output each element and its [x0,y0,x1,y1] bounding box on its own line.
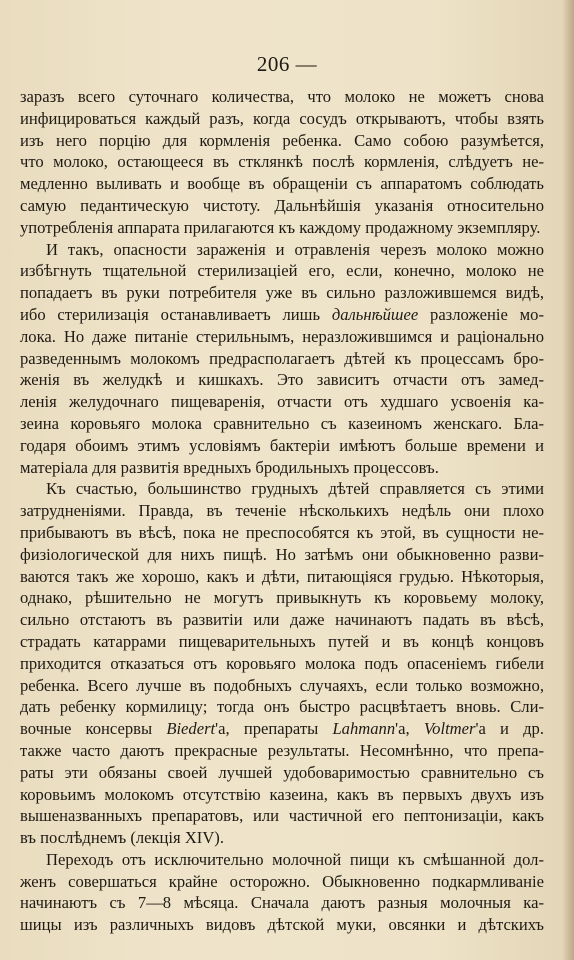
line-text: 'а и др. [475,719,544,739]
text-line [20,173,544,195]
line-text: что молоко, остающееся въ стклянкѣ послѣ кормленія, слѣдуетъ не- [20,152,544,172]
line-text: 'а, [395,719,424,739]
line-text: разложеніе мо- [418,304,544,324]
text-line [20,522,544,544]
body-text [20,86,544,936]
line-text: матеріала для развитія вредныхъ бродильныхъ процессовъ. [20,457,439,477]
text-line [20,304,544,326]
line-text: женъ совершаться крайне осторожно. Обыкновенно подкармливаніе [20,871,544,891]
line-text: заразъ всего суточнаго количества, что молоко не можетъ снова [20,87,544,106]
text-line [20,892,544,914]
text-line [20,762,544,784]
line-text: шицы изъ различныхъ видовъ дѣтской муки, овсянки и дѣтскихъ [20,915,544,935]
line-text: разведеннымъ молокомъ предрасполагаетъ дѣтей къ процессамъ бро- [20,348,544,368]
text-line [20,805,544,827]
text-line [20,631,544,653]
text-line [20,827,544,849]
text-line [20,718,544,740]
line-text: избѣгнуть тщательной стерилизаціей его, если, конечно, молоко не [20,261,544,281]
text-line [20,566,544,588]
line-text: попадаетъ въ руки потребителя уже въ сильно разложившемся видѣ, [20,283,544,303]
text-line [20,108,544,130]
text-line [20,413,544,435]
text-line [20,195,544,217]
text-line [20,151,544,173]
line-text: затрудненіями. Правда, въ теченіе нѣсколькихъ недѣль они плохо [20,501,544,521]
line-text: изъ него порцію для кормленія ребенка. Само собою разумѣется, [20,130,544,150]
page-number: 206 — [256,52,318,76]
text-line [20,696,544,718]
text-line [20,871,544,893]
text-line [20,914,544,936]
line-text: дать ребенку кормилицу; тогда онъ быстро расцвѣтаетъ вновь. Сли- [20,697,544,717]
line-text: вочные консервы [20,719,167,739]
text-line [20,675,544,697]
line-text: Переходъ отъ исключительно молочной пищи къ смѣшанной дол- [46,849,544,869]
text-line [20,369,544,391]
text-line [20,609,544,631]
text-line [20,740,544,762]
line-text: самую педантическую чистоту. Дальнѣйшія указанія относительно [20,195,544,215]
text-line [20,849,544,871]
line-text: физіологической для нихъ пищѣ. Но затѣмъ они обыкновенно разви- [20,544,544,564]
text-line [20,130,544,152]
line-text: И такъ, опасности зараженія и отравленія черезъ молоко можно [46,239,544,259]
text-line [20,282,544,304]
line-text: приходится отказаться отъ коровьяго молока подъ опасеніемъ гибели [20,653,544,673]
line-text: зеина коровьяго молока сравнительно съ казеиномъ женскаго. Бла- [20,413,544,433]
italic-text: Voltmer [423,719,476,739]
line-text: 'а, препараты [215,719,333,739]
text-line [20,457,544,479]
text-line [20,391,544,413]
text-line [20,435,544,457]
line-text: начинаютъ съ 7—8 мѣсяца. Сначала даютъ разныя молочныя ка- [20,893,544,913]
text-line [20,86,544,108]
line-text: прибываютъ въ вѣсѣ, пока не преспособятся къ этой, въ сущности не- [20,522,544,542]
line-text: женія въ желудкѣ и кишкахъ. Это зависитъ отчасти отъ замед- [20,370,544,390]
line-text: однако, рѣшительно не могутъ привыкнуть къ коровьему молоку, [20,588,544,608]
line-text: вышеназванныхъ препаратовъ, или частичной его пептонизаціи, какъ [20,806,544,826]
text-line [20,478,544,500]
text-line [20,544,544,566]
line-text: инфицироваться каждый разъ, когда сосудъ открываютъ, чтобы взять [20,108,544,128]
italic-text: дальнѣйшее [331,304,419,324]
line-text: ибо стерилизація останавливаетъ лишь [20,304,332,324]
italic-text: Lahmann [332,719,396,739]
text-line [20,500,544,522]
text-line [20,784,544,806]
line-text: лока. Но даже питаніе стерильнымъ, неразложившимся и раціонально [20,326,544,346]
line-text: ленія желудочнаго пищеваренія, отчасти отъ худшаго усвоенія ка- [20,392,544,412]
line-text: ваются такъ же хорошо, какъ и дѣти, питающіяся грудью. Нѣкоторыя, [20,566,544,586]
line-text: употребленія аппарата прилагаются къ каждому продажному экземпляру. [20,217,541,237]
text-line [20,587,544,609]
italic-text: Biedert [166,719,216,739]
line-text: также часто даютъ прекрасные результаты. Несомнѣнно, что препа- [20,740,544,760]
page-edge-shadow [562,0,574,960]
line-text: годаря обоимъ этимъ условіямъ бактеріи имѣютъ больше времени и [20,435,544,455]
line-text: въ послѣднемъ (лекція XIV). [20,828,224,848]
text-line [20,326,544,348]
line-text: коровьимъ молокомъ отсутствію казеина, какъ въ первыхъ двухъ изъ [20,784,544,804]
line-text: раты эти обязаны своей лучшей удобоваримостью сравнительно съ [20,762,544,782]
text-line [20,260,544,282]
line-text: ребенка. Всего лучше въ подобныхъ случаяхъ, если только возможно, [20,675,544,695]
line-text: Къ счастью, большинство грудныхъ дѣтей справляется съ этими [46,479,544,499]
text-line [20,217,544,239]
line-text: страдать катаррами пищеварительныхъ путей и въ концѣ концовъ [20,631,544,651]
line-text: медленно выливать и вообще въ обращеніи съ аппаратомъ соблюдать [20,174,544,194]
text-line [20,653,544,675]
text-line [20,348,544,370]
text-line [20,239,544,261]
line-text: сильно отстаютъ въ развитіи или даже начинаютъ падать въ вѣсѣ, [20,610,544,630]
